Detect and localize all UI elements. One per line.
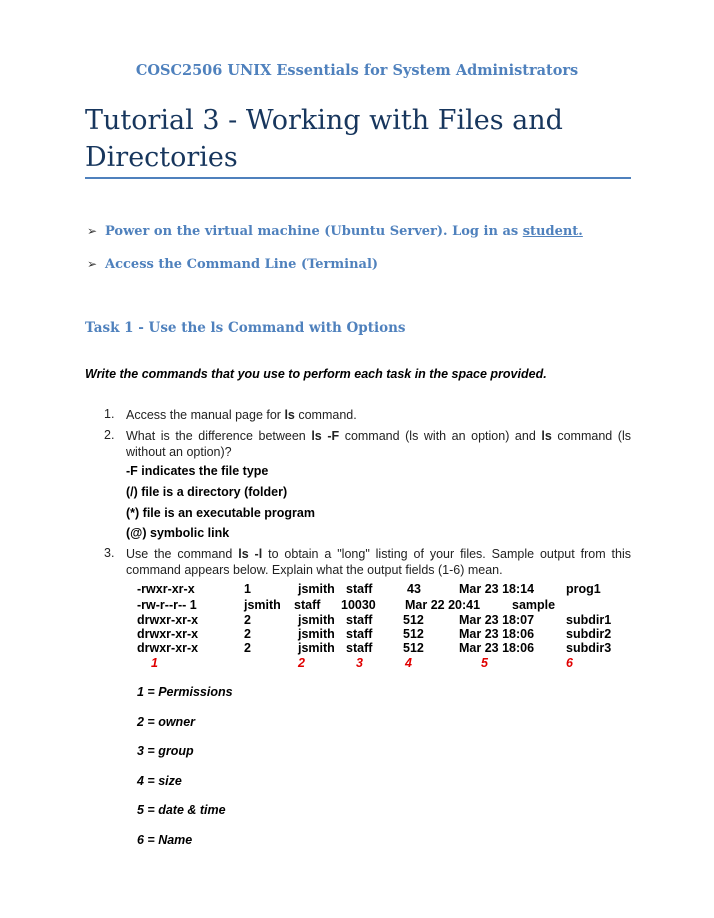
page-title: Tutorial 3 - Working with Files and Directories (85, 105, 563, 173)
answer-line: (/) file is a directory (folder) (126, 485, 288, 499)
listing-cell: 512 (403, 613, 424, 627)
listing-cell: 2 (244, 627, 251, 641)
item-command: ls -F (311, 429, 340, 443)
item-number: 3. (104, 546, 115, 560)
listing-cell: Mar 23 18:06 (459, 627, 535, 641)
listing-cell: 43 (407, 582, 421, 596)
listing-cell: 2 (244, 641, 251, 655)
answer-line: -F indicates the file type (126, 464, 269, 478)
listing-cell: -rwxr-xr-x (137, 582, 195, 596)
listing-cell: subdir1 (566, 613, 612, 627)
listing-cell: -rw-r--r-- 1 (137, 598, 197, 612)
item-number: 1. (104, 407, 115, 421)
listing-cell: jsmith (298, 627, 335, 641)
field-number: 6 (566, 656, 573, 670)
item-text: to obtain a "long" listing of your files. Sample output from this command appears below. Explain what the output fields (1-6) mean. (126, 547, 631, 577)
field-number: 5 (481, 656, 488, 670)
bullet-text: Power on the virtual machine (Ubuntu Server). Log in as (105, 224, 523, 239)
listing-cell: 2 (244, 613, 251, 627)
listing-cell: jsmith (244, 598, 281, 612)
field-explanation: 1 = Permissions (137, 685, 233, 699)
item-command: ls (284, 408, 295, 422)
item-text: What is the difference between (126, 429, 312, 443)
field-explanation: 2 = owner (137, 715, 196, 729)
listing-cell: 1 (244, 582, 251, 596)
item-text: Use the command (126, 547, 239, 561)
listing-cell: sample (512, 598, 556, 612)
field-number: 2 (298, 656, 305, 670)
listing-cell: staff (294, 598, 321, 612)
listing-cell: 512 (403, 627, 424, 641)
listing-cell: jsmith (298, 641, 335, 655)
field-explanation: 6 = Name (137, 833, 193, 847)
listing-cell: staff (346, 582, 373, 596)
listing-cell: 512 (403, 641, 424, 655)
item-command: ls (541, 429, 552, 443)
item-number: 2. (104, 428, 115, 442)
listing-cell: jsmith (298, 613, 335, 627)
listing-cell: prog1 (566, 582, 601, 596)
field-explanation: 3 = group (137, 744, 194, 758)
bullet-text: Access the Command Line (Terminal) (105, 257, 379, 272)
field-number: 3 (356, 656, 363, 670)
listing-cell: staff (346, 641, 373, 655)
task-heading: Task 1 - Use the ls Command with Options (85, 320, 406, 336)
listing-cell: drwxr-xr-x (137, 627, 199, 641)
listing-cell: drwxr-xr-x (137, 641, 199, 655)
listing-cell: drwxr-xr-x (137, 613, 199, 627)
item-text: command (ls without an option)? (126, 429, 631, 459)
listing-cell: subdir3 (566, 641, 612, 655)
bullet-item (87, 224, 583, 239)
listing-cell: jsmith (298, 582, 335, 596)
listing-cell: subdir2 (566, 627, 612, 641)
instruction-text: Write the commands that you use to perform each task in the space provided. (85, 367, 547, 381)
item-text: command (ls with an option) and (339, 429, 542, 443)
arrow-bullet-icon: ➢ (87, 224, 98, 238)
item-command: ls -l (238, 547, 263, 561)
answer-line: (@) symbolic link (126, 526, 230, 540)
listing-cell: 10030 (341, 598, 376, 612)
listing-cell: Mar 23 18:07 (459, 613, 535, 627)
listing-cell: Mar 23 18:14 (459, 582, 535, 596)
listing-cell: staff (346, 627, 373, 641)
title-rule (85, 177, 631, 179)
listing-cell: Mar 22 20:41 (405, 598, 481, 612)
course-header: COSC2506 UNIX Essentials for System Administrators (135, 62, 579, 79)
arrow-bullet-icon: ➢ (87, 257, 98, 271)
answer-line: (*) file is an executable program (126, 506, 315, 520)
field-number: 4 (405, 656, 412, 670)
item-text: Access the manual page for (126, 408, 285, 422)
listing-cell: Mar 23 18:06 (459, 641, 535, 655)
student-link[interactable]: student. (522, 224, 583, 239)
field-explanation: 5 = date & time (137, 803, 226, 817)
field-explanation: 4 = size (137, 774, 182, 788)
field-number: 1 (151, 656, 158, 670)
item-text: command. (294, 408, 357, 422)
bullet-item (87, 257, 378, 272)
listing-cell: staff (346, 613, 373, 627)
